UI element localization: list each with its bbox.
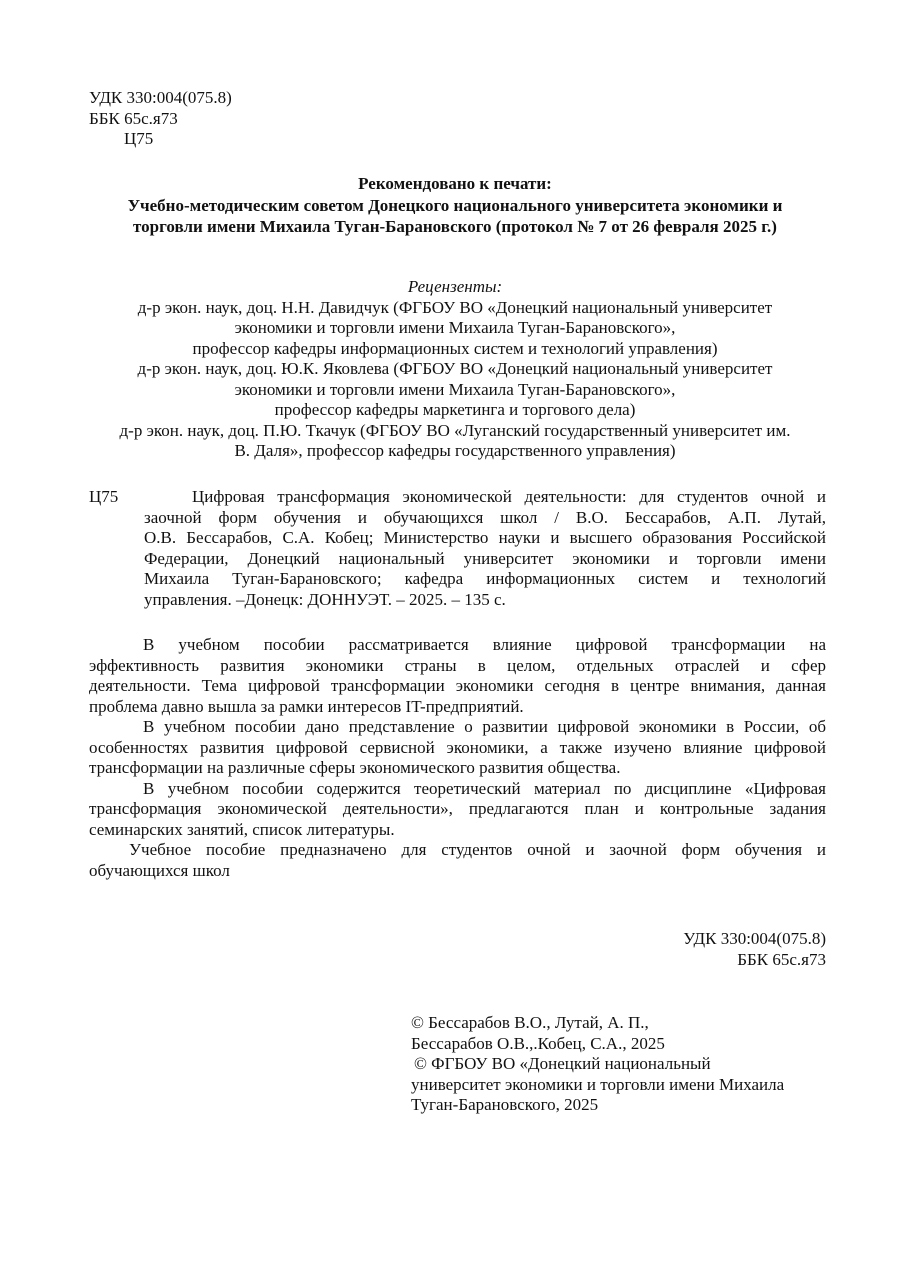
reviewer-line: профессор кафедры маркетинга и торгового дела) xyxy=(274,400,636,419)
abstract-line: проблема давно вышла за рамки интересов IT-предприятий. xyxy=(89,696,524,716)
abstract-line: эффективность развития экономики страны в целом, отдельных отраслей и сфер xyxy=(89,655,826,675)
reviewer-line: экономики и торговли имени Михаила Туган-Барановского», xyxy=(234,379,676,399)
bbk-code: ББК 65с.я73 xyxy=(737,949,826,969)
reviewer-line: д-р экон. наук, доц. Ю.К. Яковлева (ФГБОУ ВО «Донецкий национальный университет xyxy=(137,359,773,378)
reviewers-title: Рецензенты: xyxy=(407,277,503,296)
copyright-line: Бессарабов О.В.,.Кобец, С.А., 2025 xyxy=(411,1033,665,1053)
bbk-code: ББК 65с.я73 xyxy=(89,108,178,128)
abstract-line: обучающихся школ xyxy=(89,860,230,880)
abstract-line: Учебное пособие предназначено для студентов очной и заочной форм обучения и xyxy=(129,840,826,859)
abstract-line: семинарских занятий, список литературы. xyxy=(89,819,395,839)
bibliography-line: Михаила Туган-Барановского; кафедра информационных систем и технологий xyxy=(144,569,826,588)
recommendation-block xyxy=(60,173,850,238)
bibliography-line: Цифровая трансформация экономической деятельности: для студентов очной и xyxy=(192,487,826,506)
udk-code: УДК 330:004(075.8) xyxy=(89,88,232,107)
reviewer-line: профессор кафедры информационных систем и технологий управления) xyxy=(192,338,718,358)
udk-code: УДК 330:004(075.8) xyxy=(683,929,826,948)
recommendation-heading: Рекомендовано к печати: xyxy=(358,174,552,193)
abstract-line: деятельности. Тема цифровой трансформации экономики сегодня в центре внимания, данная xyxy=(89,676,826,695)
bibliographic-description xyxy=(144,487,826,610)
copyright-line: Туган-Барановского, 2025 xyxy=(411,1095,599,1114)
bibliography-line: О.В. Бессарабов, С.А. Кобец; Министерство науки и высшего образования Российской xyxy=(144,528,826,547)
reviewers-block xyxy=(60,277,850,462)
udk-footer-block xyxy=(683,929,826,970)
bibliography-code: Ц75 xyxy=(89,487,119,506)
reviewer-line: д-р экон. наук, доц. Н.Н. Давидчук (ФГБОУ ВО «Донецкий национальный университет xyxy=(137,297,773,317)
reviewer-line: д-р экон. наук, доц. П.Ю. Ткачук (ФГБОУ ВО «Луганский государственный университет им. xyxy=(119,420,791,440)
abstract-line: трансформации на различные сферы экономического развития общества. xyxy=(89,758,621,777)
abstract-line: В учебном пособии содержится теоретический материал по дисциплине «Цифровая xyxy=(143,778,826,798)
bibliography-line: заочной форм обучения и обучающихся школ / В.О. Бессарабов, А.П. Лутай, xyxy=(144,507,826,527)
bibliography-line: Федерации, Донецкий национальный университет экономики и торговли имени xyxy=(144,548,826,568)
author-mark: Ц75 xyxy=(124,129,154,148)
copyright-line: © Бессарабов В.О., Лутай, А. П., xyxy=(411,1013,649,1032)
reviewer-line: В. Даля», профессор кафедры государственного управления) xyxy=(234,441,676,460)
abstract xyxy=(89,635,826,881)
abstract-line: особенностях развития цифровой сервисной экономики, а также изучено влияние цифровой xyxy=(89,737,826,757)
copyright-block xyxy=(411,1013,784,1116)
copyright-line: университет экономики и торговли имени Михаила xyxy=(411,1074,785,1094)
udk-block xyxy=(89,88,232,150)
recommendation-line: торговли имени Михаила Туган-Барановского (протокол № 7 от 26 февраля 2025 г.) xyxy=(133,217,777,236)
copyright-line: © ФГБОУ ВО «Донецкий национальный xyxy=(414,1054,711,1073)
abstract-line: В учебном пособии дано представление о развитии цифровой экономики в России, об xyxy=(143,717,826,736)
abstract-line: трансформация экономической деятельности», предлагаются план и контрольные задания xyxy=(89,799,826,818)
bibliography-line: управления. –Донецк: ДОННУЭТ. – 2025. – 135 с. xyxy=(144,589,506,609)
reviewer-line: экономики и торговли имени Михаила Туган-Барановского», xyxy=(234,318,676,337)
abstract-line: В учебном пособии рассматривается влияние цифровой трансформации на xyxy=(143,635,826,654)
recommendation-line: Учебно-методическим советом Донецкого национального университета экономики и xyxy=(127,195,783,215)
